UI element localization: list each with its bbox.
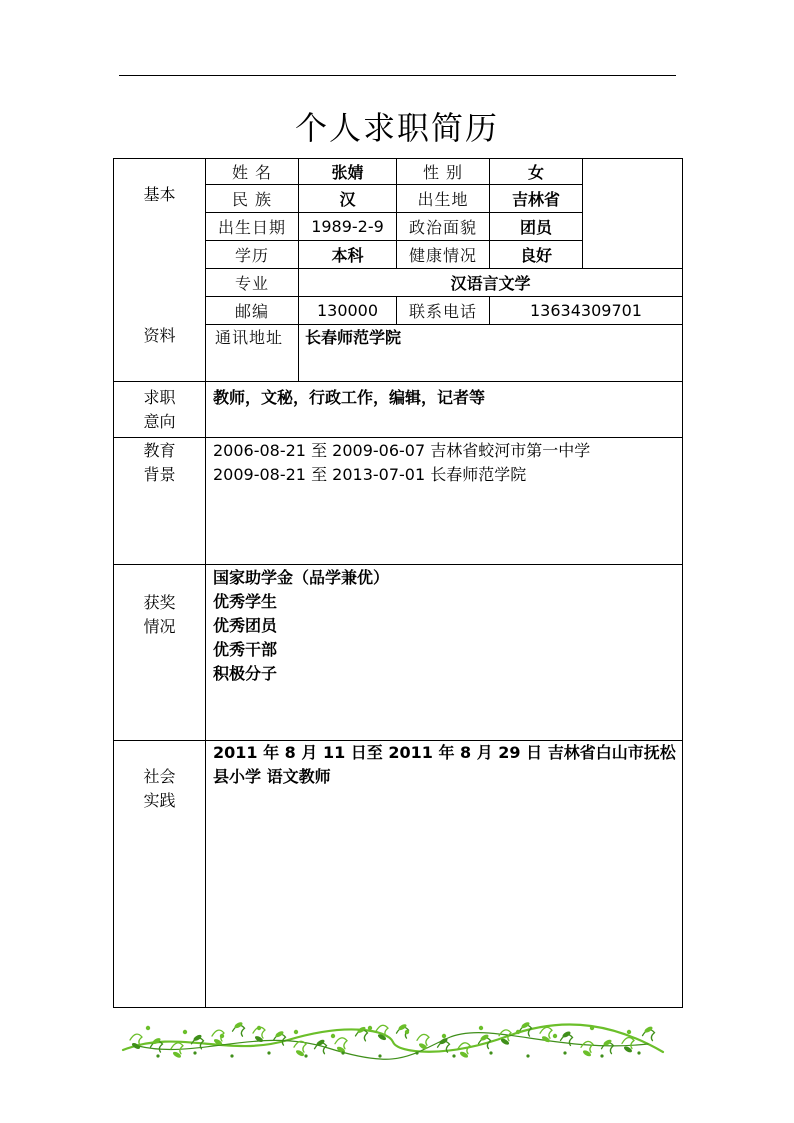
education-item-1: 2006-08-21 至 2009-06-07 吉林省蛟河市第一中学 [213,441,591,460]
health-value: 良好 [490,241,583,269]
vine-border-icon [118,1018,668,1062]
resume-table [113,158,683,1008]
basic-label-top: 基本 [143,185,176,204]
birthdate-value: 1989-2-9 [299,213,397,241]
gender-value: 女 [490,159,583,185]
practice-label-bottom: 实践 [143,791,176,810]
awards-label-top: 获奖 [143,593,176,612]
gender-label: 性 别 [397,159,490,185]
award-item-2: 优秀学生 [213,592,278,611]
major-label: 专业 [206,269,299,297]
address-value: 长春师范学院 [299,325,683,382]
phone-value: 13634309701 [490,297,683,325]
page-title: 个人求职简历 [294,109,499,147]
postcode-label: 邮编 [206,297,299,325]
ethnic-label: 民 族 [206,185,299,213]
practice-section-label [114,741,206,1008]
education-level-label: 学历 [206,241,299,269]
practice-label-top: 社会 [143,767,176,786]
intent-label-bottom: 意向 [143,411,176,431]
award-item-3: 优秀团员 [213,616,278,635]
practice-value [206,741,683,1008]
award-item-4: 优秀干部 [213,640,278,659]
birthdate-label: 出生日期 [206,213,299,241]
postcode-value: 130000 [299,297,397,325]
phone-label: 联系电话 [397,297,490,325]
birthplace-value: 吉林省 [490,185,583,213]
education-level-value: 本科 [299,241,397,269]
education-label-top: 教育 [143,441,176,460]
intent-section-label [114,382,206,438]
education-history [206,438,683,565]
name-value: 张婧 [299,159,397,185]
awards-label-bottom: 情况 [143,617,176,636]
photo-area [583,159,683,269]
name-label: 姓 名 [206,159,299,185]
political-label: 政治面貌 [397,213,490,241]
header-rule [119,75,676,76]
practice-text: 2011 年 8 月 11 日至 2011 年 8 月 29 日 吉林省白山市抚松县小学 语文教师 [213,743,676,786]
birthplace-label: 出生地 [397,185,490,213]
education-label-bottom: 背景 [143,465,176,484]
awards-list [206,565,683,741]
awards-section-label [114,565,206,741]
political-value: 团员 [490,213,583,241]
health-label: 健康情况 [397,241,490,269]
basic-label-bottom: 资料 [143,326,176,345]
education-item-2: 2009-08-21 至 2013-07-01 长春师范学院 [213,465,527,484]
award-item-1: 国家助学金（品学兼优） [213,568,390,587]
address-label: 通讯地址 [206,325,299,382]
education-section-label [114,438,206,565]
ethnic-value: 汉 [299,185,397,213]
major-value: 汉语言文学 [299,269,683,297]
basic-section-label [114,159,206,382]
intent-label-top: 求职 [143,387,176,407]
intent-value: 教师，文秘，行政工作，编辑，记者等 [206,382,683,438]
award-item-5: 积极分子 [213,664,278,683]
